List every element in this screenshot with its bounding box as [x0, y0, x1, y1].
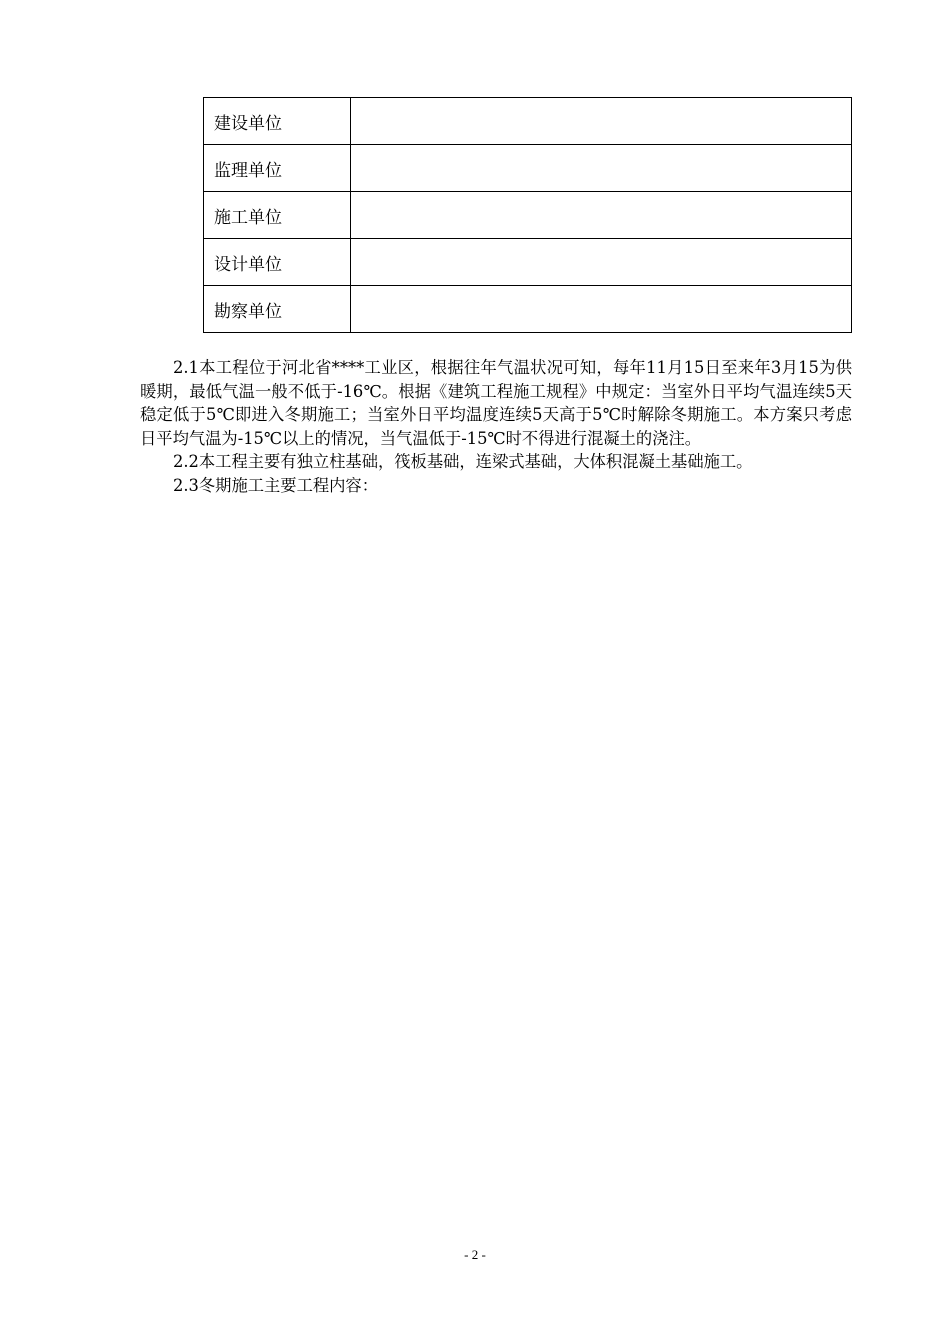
body-text: [140, 356, 852, 497]
project-units-table: [203, 97, 852, 333]
paragraph-2-2: 2.2本工程主要有独立柱基础，筏板基础，连梁式基础，大体积混凝土基础施工。: [173, 452, 753, 471]
table-row: [204, 239, 852, 286]
unit-value-supervision: [351, 145, 852, 192]
unit-value-contractor: [351, 192, 852, 239]
table-row: [204, 98, 852, 145]
table-row: [204, 286, 852, 333]
paragraph-2-3: 2.3冬期施工主要工程内容：: [173, 475, 378, 495]
table-row: [204, 145, 852, 192]
unit-value-survey: [351, 286, 852, 333]
unit-label-design: 设计单位: [204, 239, 351, 286]
unit-label-contractor: 施工单位: [204, 192, 351, 239]
unit-label-supervision: 监理单位: [204, 145, 351, 192]
table-row: [204, 192, 852, 239]
unit-label-construction: 建设单位: [204, 98, 351, 145]
paragraph-2-1: 2.1本工程位于河北省****工业区，根据往年气温状况可知，每年11月15日至来年3月15为供暖期，最低气温一般不低于-16℃。根据《建筑工程施工规程》中规定：当室外日平均气温连续5天稳定低于5℃即进入冬期施工；当室外日平均温度连续5天高于5℃时解除冬期施工。本方案只考虑日平均气温为-15℃以上的情况，当气温低于-15℃时不得进行混凝土的浇注。: [140, 358, 852, 448]
unit-label-survey: 勘察单位: [204, 286, 351, 333]
unit-value-design: [351, 239, 852, 286]
unit-value-construction: [351, 98, 852, 145]
page-number: - 2 -: [464, 1247, 486, 1262]
